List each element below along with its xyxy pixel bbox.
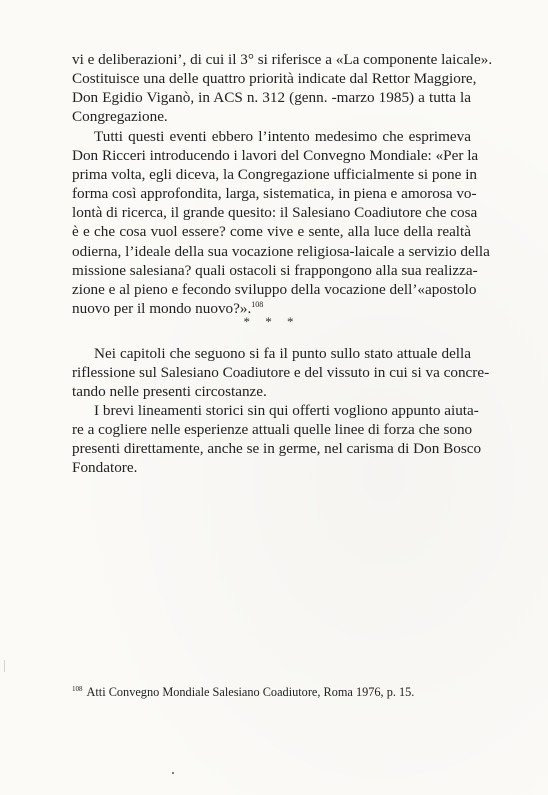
text-line: riflessione sul Salesiano Coadiutore e del vissuto in cui si va concre- (72, 364, 490, 382)
text-line: zione e al pieno e fecondo sviluppo della vocazione dell’«apostolo (72, 280, 477, 298)
text-line: missione salesiana? quali ostacoli si frappongono alla sua realizza- (72, 261, 478, 279)
text-line: è e che cosa vuol essere? come vive e sente, alla luce della realtà (72, 223, 471, 241)
text-line: Don Egidio Viganò, in ACS n. 312 (genn. -marzo 1985) a tutta la (72, 89, 471, 107)
text-line: tando nelle presenti circostanze. (72, 383, 267, 401)
footnote-text: Atti Convegno Mondiale Salesiano Coadiutore, Roma 1976, p. 15. (86, 685, 415, 699)
text-line: prima volta, egli diceva, la Congregazione ufficialmente si pone in (72, 166, 478, 184)
text-line: lontà di ricerca, il grande quesito: il Salesiano Coadiutore che cosa (72, 204, 478, 222)
footnote (72, 684, 492, 700)
text-line: Don Ricceri introducendo i lavori del Convegno Mondiale: «Per la (72, 147, 479, 165)
text-line: forma così approfondita, larga, sistematica, in piena e amorosa vo- (72, 185, 477, 203)
text-line: Tutti questi eventi ebbero l’intento medesimo che esprimeva (94, 128, 471, 145)
footnote-reference: 108 (251, 299, 264, 309)
paragraph-4 (72, 401, 482, 477)
section-separator: * * * (243, 314, 300, 329)
text-line: Fondatore. (72, 459, 138, 477)
print-speck (172, 772, 174, 774)
text-line: presenti direttamente, anche se in germe, nel carisma di Don Bosco (72, 440, 482, 458)
paragraph-2 (72, 127, 490, 318)
text-line: I brevi lineamenti storici sin qui offerti vogliono appunto aiuta- (94, 402, 479, 419)
text-line-content: nuovo per il mondo nuovo?». (72, 299, 252, 317)
text-line: Nei capitoli che seguono si fa il punto sullo stato attuale della (94, 345, 471, 362)
paragraph-3 (72, 344, 490, 401)
text-line: Congregazione. (72, 108, 168, 126)
text-line: Costituisce una delle quattro priorità indicate dal Rettor Maggiore, (72, 70, 477, 88)
text-line: vi e deliberazioni’, di cui il 3° si riferisce a «La componente laicale». (72, 51, 493, 68)
text-line: re a cogliere nelle esperienze attuali quelle linee di forza che sono (72, 421, 473, 439)
text-line: odierna, l’ideale della sua vocazione religiosa-laicale a servizio della (72, 242, 490, 260)
paragraph-1 (72, 50, 493, 126)
print-speck (4, 660, 5, 672)
footnote-number: 108 (72, 685, 83, 693)
